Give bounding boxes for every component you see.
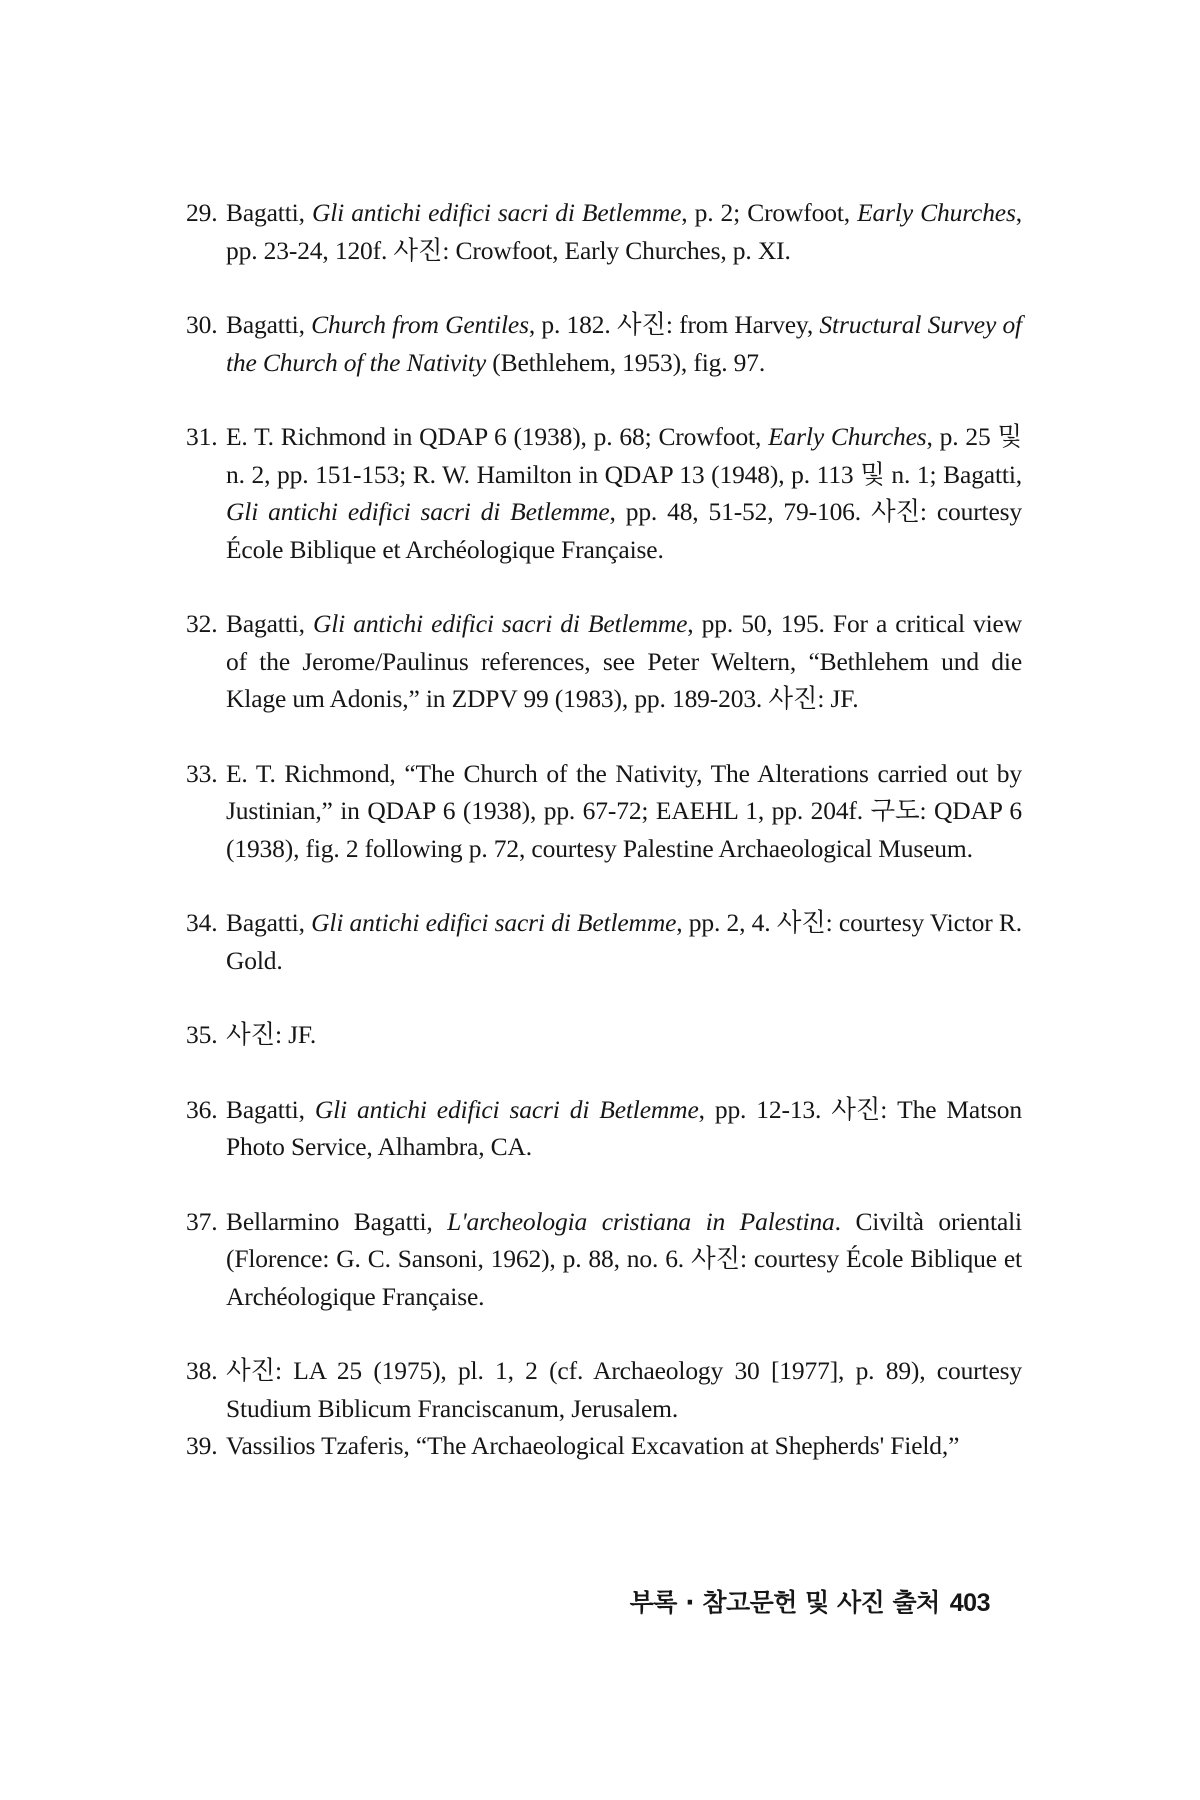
italic-title: Gli antichi edifici sacri di Betlemme [226,497,610,526]
note-29 [186,194,1022,269]
text-segment: 사진: JF. [226,1020,317,1049]
note-text [226,1095,1022,1162]
notes-list [186,194,1022,1465]
note-text [226,198,1022,265]
note-32 [186,605,1022,718]
text-segment: , pp. 50, 195. For a critical view of the Jerome/Paulinus references, see Peter Weltern, “Bethlehem und die Klage um Adonis,” in ZDPV 99 (1983), pp. 189-203. 사진: JF. [226,609,1022,713]
text-segment: Bagatti, [226,908,312,937]
note-number: 33. [186,758,218,788]
text-segment: , p. 25 및 n. 2, pp. 151-153; R. W. Hamilton in QDAP 13 (1948), p. 113 및 n. 1; Bagatti, [226,422,1022,489]
text-segment: E. T. Richmond in QDAP 6 (1938), p. 68; Crowfoot, [226,422,769,451]
note-text [226,609,1022,713]
text-segment: , pp. 12-13. 사진: The Matson Photo Service, Alhambra, CA. [226,1094,1022,1161]
note-text [226,310,1022,377]
text-segment: , p. 182. 사진: from Harvey, [528,310,820,339]
note-text [226,908,1022,975]
note-number: 32. [186,609,218,638]
text-segment: 사진: LA 25 (1975), pl. 1, 2 (cf. Archaeology 30 [1977], p. 89), courtesy Studium Biblicum Franciscanum, Jerusalem. [226,1356,1022,1423]
page-number: 403 [949,1589,990,1617]
note-30 [186,306,1022,381]
text-segment: , pp. 23-24, 120f. 사진: Crowfoot, Early Churches, p. XI. [226,198,1022,265]
note-39 [186,1427,1022,1465]
note-text [226,759,1022,863]
note-number: 29. [186,198,218,227]
italic-title: Gli antichi edifici sacri di Betlemme [311,908,677,937]
note-34 [186,904,1022,979]
italic-title: Early Churches [857,198,1016,227]
text-segment: Bagatti, [226,1094,315,1124]
note-33 [186,755,1022,868]
text-segment: E. T. Richmond, “The Church of the Nativity, The Alterations carried out by Justinian,” in QDAP 6 (1938), pp. 67-72; EAEHL 1, pp. 204f. 구도: QDAP 6 (1938), fig. 2 following p. 72, courtesy Palestine Archaeological Museum. [226,758,1022,863]
text-segment: . Civiltà orientali (Florence: G. C. Sansoni, 1962), p. 88, no. 6. 사진: courtesy École Biblique et Archéologique Française. [226,1206,1022,1311]
note-36 [186,1091,1022,1166]
italic-title: L'archeologia cristiana in Palestina [447,1206,835,1236]
note-number: 34. [186,908,218,937]
text-segment: Bagatti, [226,310,312,339]
note-text [226,1207,1022,1311]
note-text [226,1431,959,1460]
italic-title: Gli antichi edifici sacri di Betlemme [311,198,682,227]
note-number: 35. [186,1020,218,1049]
text-segment: Bagatti, [226,198,312,227]
note-number: 37. [186,1206,218,1236]
italic-title: Early Churches [768,422,927,451]
note-text [226,422,1022,564]
note-number: 39. [186,1431,218,1460]
note-number: 31. [186,422,218,451]
note-38 [186,1352,1022,1427]
note-number: 36. [186,1094,218,1124]
note-35 [186,1016,1022,1054]
italic-title: Church from Gentiles [311,310,529,339]
text-segment: , p. 2; Crowfoot, [681,198,858,227]
italic-title: Gli antichi edifici sacri di Betlemme [312,609,688,638]
italic-title: Gli antichi edifici sacri di Betlemme [314,1094,699,1124]
note-text [226,1356,1022,1423]
note-number: 38. [186,1356,218,1385]
italic-title: Structural Survey of the Church of the Nativity [226,310,1022,377]
note-number: 30. [186,310,218,339]
note-37 [186,1203,1022,1316]
page-footer [630,1583,990,1619]
text-segment: , pp. 48, 51-52, 79-106. 사진: courtesy École Biblique et Archéologique Française. [226,497,1023,564]
text-segment: (Bethlehem, 1953), fig. 97. [486,347,766,377]
note-text [226,1020,316,1049]
text-segment: Vassilios Tzaferis, “The Archaeological Excavation at Shepherds' Field,” [226,1431,960,1460]
text-segment: , pp. 2, 4. 사진: courtesy Victor R. Gold. [226,908,1022,975]
note-31 [186,418,1022,568]
text-segment: Bagatti, [226,609,313,638]
text-segment: Bellarmino Bagatti, [226,1206,448,1236]
footer-title: 부록 · 참고문헌 및 사진 출처 [629,1588,940,1617]
